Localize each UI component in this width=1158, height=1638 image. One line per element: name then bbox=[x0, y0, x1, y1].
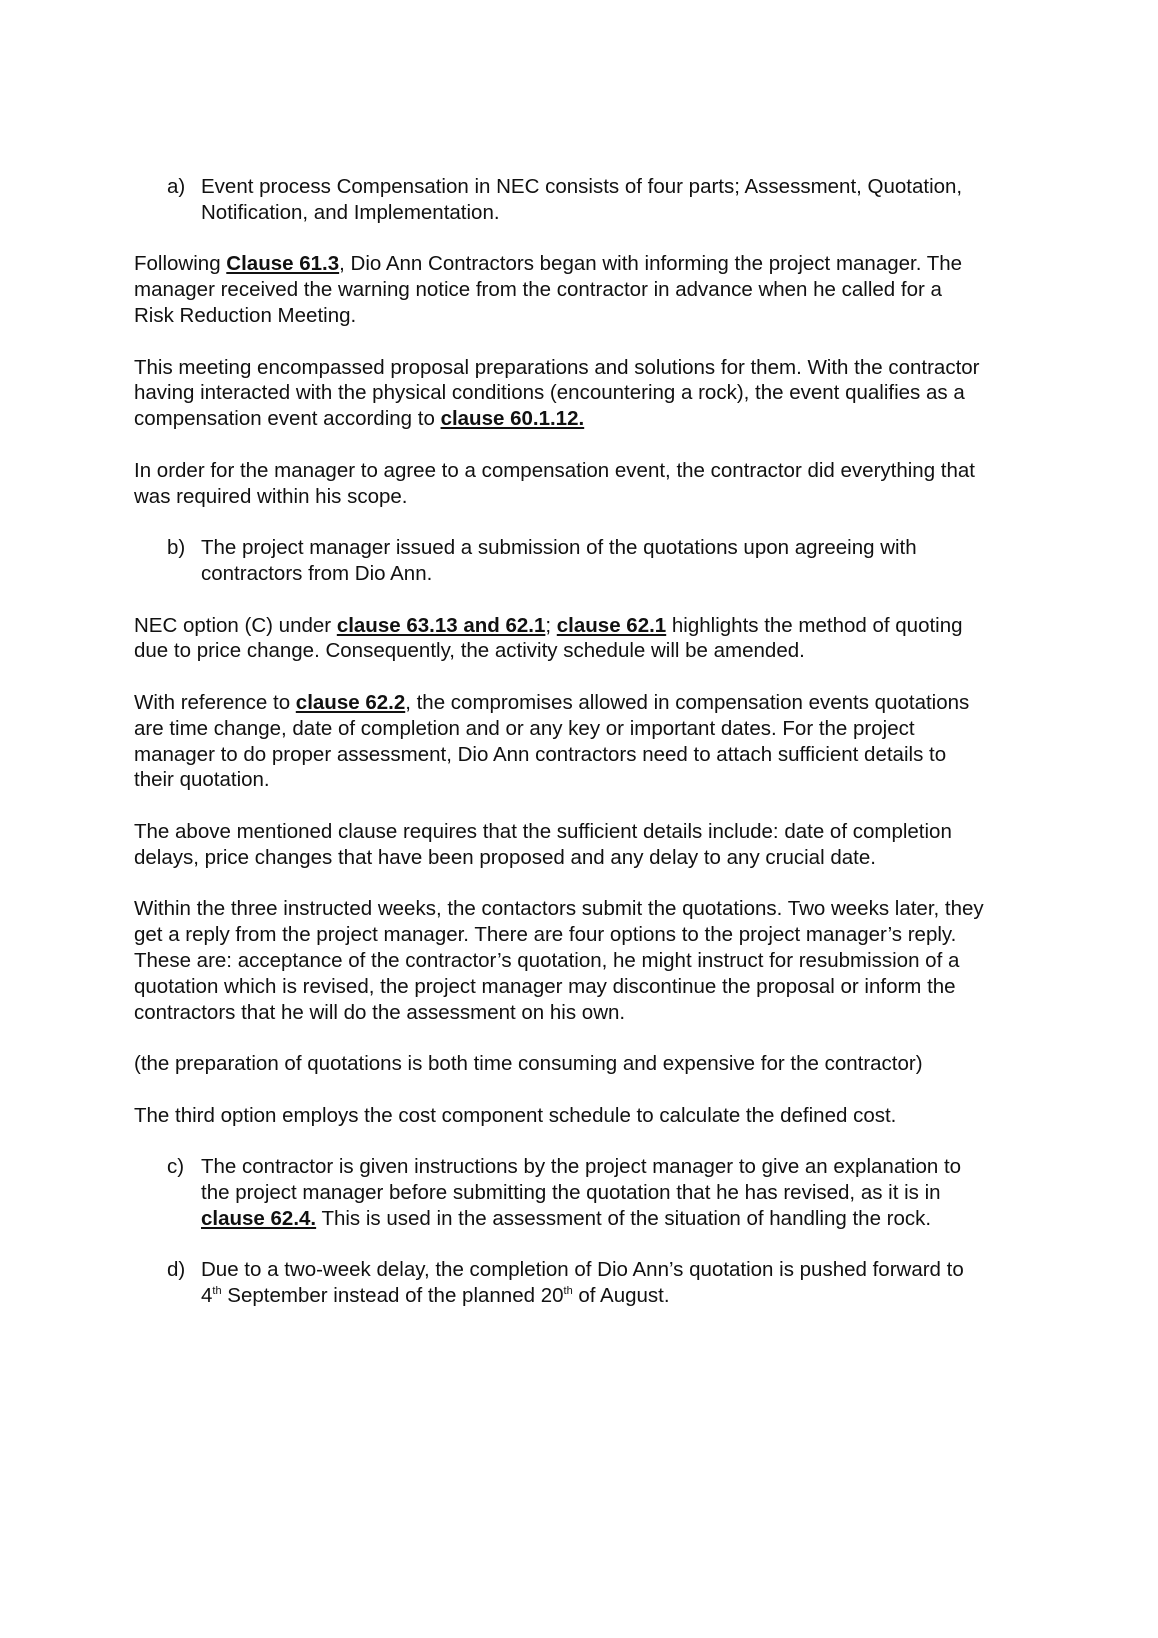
clause-reference: Clause 61.3 bbox=[226, 252, 340, 276]
ordinal-suffix: th bbox=[212, 1285, 222, 1298]
paragraph-three-weeks: Within the three instructed weeks, the contactors submit the quotations. Two weeks later, they get a reply from the project manager. There are four options to the project manager’s reply. These are: acceptance of the contractor’s quotation, he might instruct for resubmission of a quotation which is revised, the project manager may discontinue the proposal or inform the contractors that he will do the assessment on his own. bbox=[134, 897, 984, 1024]
text: The contractor is given instructions by the project manager to give an explanation to the project manager before submitting the quotation that he has revised, as it is in bbox=[201, 1155, 962, 1205]
list-text: Event process Compensation in NEC consists of four parts; Assessment, Quotation, Notification, and Implementation. bbox=[201, 175, 963, 224]
text: , the compromises allowed in compensation events quotations are time change, date of completion and or any key or important dates. For the project manager to do proper assessment, Dio Ann contractors need to attach sufficient details to their quotation. bbox=[134, 690, 970, 792]
text: Due to a two-week delay, the completion of Dio Ann’s quotation is pushed forward to 4 bbox=[201, 1258, 964, 1308]
paragraph-note: (the preparation of quotations is both time consuming and expensive for the contractor) bbox=[134, 1052, 923, 1076]
paragraph-meeting bbox=[134, 355, 984, 432]
list-item-a bbox=[134, 174, 984, 226]
text: NEC option (C) under bbox=[134, 613, 337, 637]
list-label: c) bbox=[167, 1155, 185, 1179]
list-item-c bbox=[134, 1154, 984, 1231]
text: This meeting encompassed proposal preparations and solutions for them. With the contractor having interacted with the physical conditions (encountering a rock), the event qualifies as a compensation event according to bbox=[134, 355, 980, 431]
list-text: The project manager issued a submission of the quotations upon agreeing with contractors from Dio Ann. bbox=[201, 536, 917, 585]
text: With reference to bbox=[134, 690, 296, 714]
list-item-d bbox=[134, 1257, 984, 1309]
text: of August. bbox=[572, 1284, 670, 1308]
text: highlights the method of quoting due to price change. Consequently, the activity schedule will be amended. bbox=[134, 613, 963, 663]
text: September instead of the planned 20 bbox=[221, 1284, 564, 1308]
list-label: b) bbox=[167, 536, 186, 560]
text: Following bbox=[134, 252, 227, 276]
text: This is used in the assessment of the situation of handling the rock. bbox=[316, 1206, 932, 1230]
clause-reference: clause 60.1.12. bbox=[440, 407, 585, 431]
list-label: d) bbox=[167, 1258, 186, 1282]
paragraph-nec-option-c bbox=[134, 613, 984, 665]
paragraph-agreement: In order for the manager to agree to a compensation event, the contractor did everything that was required within his scope. bbox=[134, 458, 976, 508]
text: ; bbox=[545, 613, 557, 637]
clause-reference: clause 63.13 and 62.1 bbox=[336, 613, 546, 637]
list-item-b bbox=[134, 535, 984, 587]
list-label: a) bbox=[167, 175, 186, 198]
text: , Dio Ann Contractors began with informing the project manager. The manager received the warning notice from the contractor in advance when he called for a Risk Reduction Meeting. bbox=[134, 252, 963, 327]
ordinal-suffix: th bbox=[563, 1285, 573, 1298]
document-page bbox=[134, 174, 984, 1335]
paragraph-clause-61-3 bbox=[134, 251, 984, 328]
clause-reference: clause 62.1 bbox=[556, 613, 667, 637]
paragraph-sufficient-details: The above mentioned clause requires that the sufficient details include: date of completion delays, price changes that have been proposed and any delay to any crucial date. bbox=[134, 819, 952, 869]
clause-reference: clause 62.4. bbox=[201, 1206, 317, 1230]
clause-reference: clause 62.2 bbox=[295, 690, 406, 714]
paragraph-third-option: The third option employs the cost component schedule to calculate the defined cost. bbox=[134, 1103, 897, 1127]
paragraph-clause-62-2 bbox=[134, 690, 984, 793]
